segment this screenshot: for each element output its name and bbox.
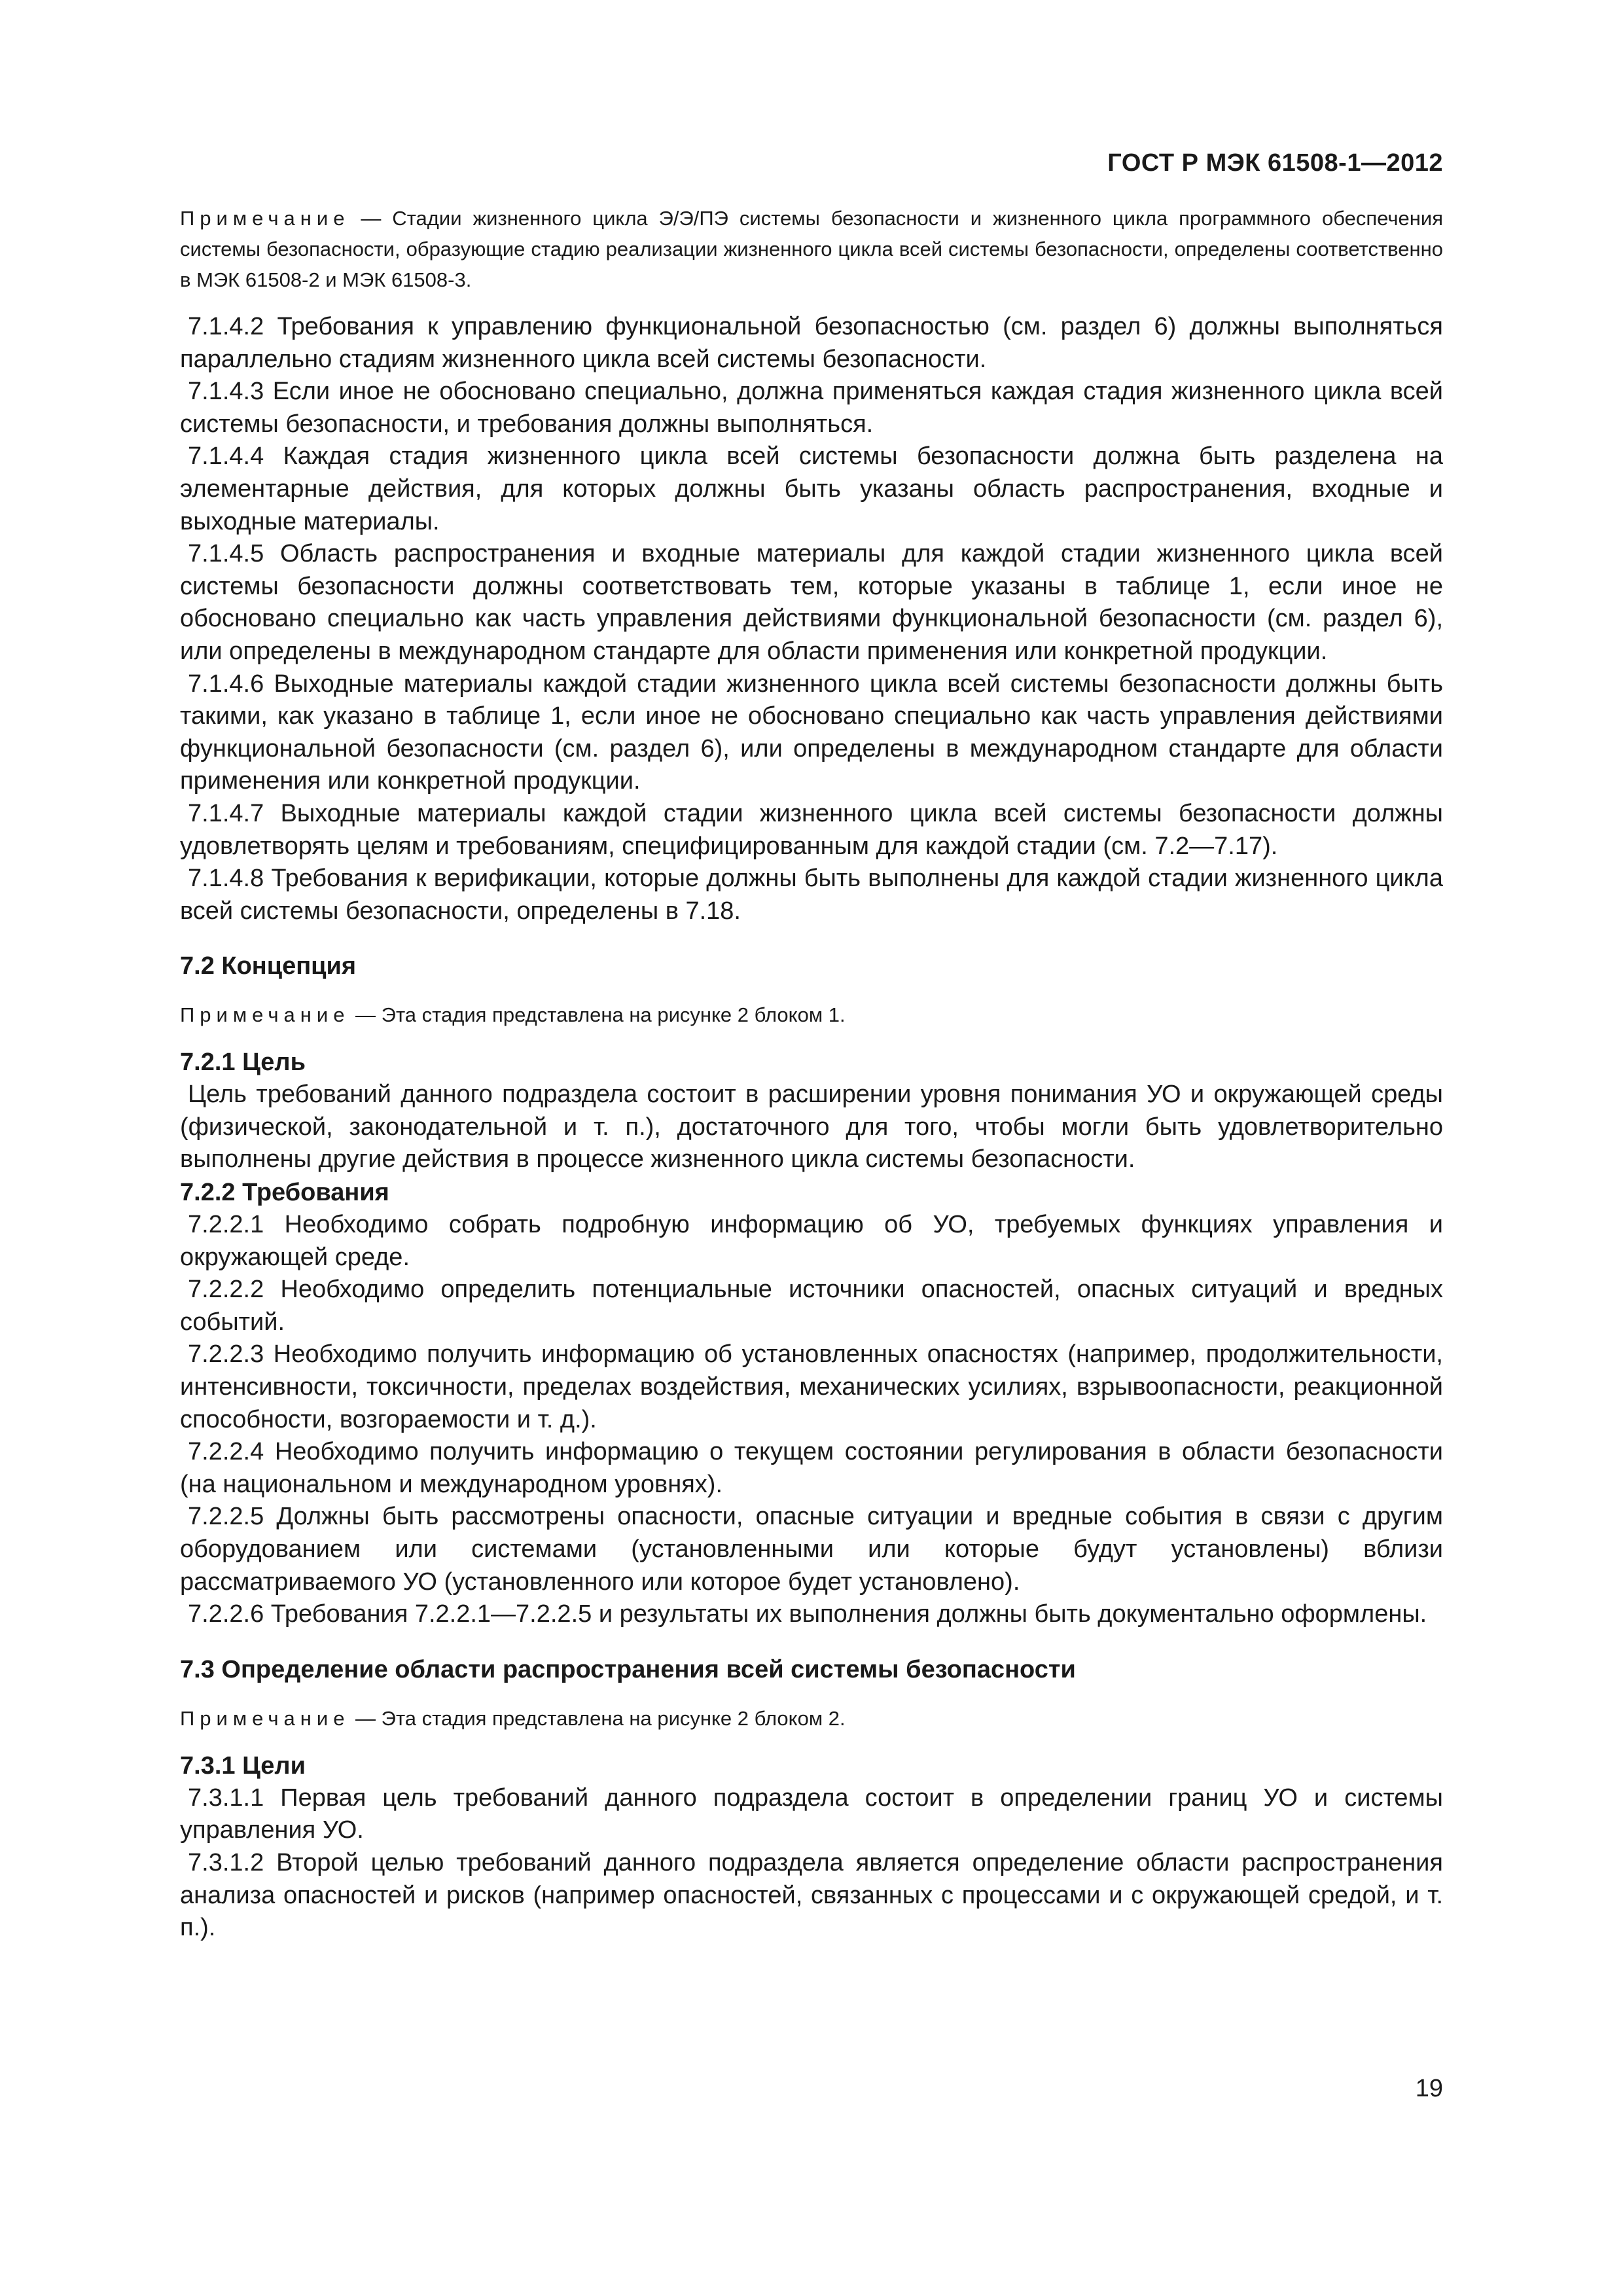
paragraph-number: 7.2.2.2 — [188, 1276, 264, 1304]
paragraph-number: 7.1.4.4 — [188, 442, 264, 471]
note-7-3 — [180, 1703, 1443, 1734]
paragraph-text: Первая цель требований данного подраздела состоит в определении границ УО и системы управления УО. — [180, 1784, 1443, 1844]
subsection-heading-7-2-1: 7.2.1 Цель — [180, 1049, 306, 1077]
clause-7-2-2-list — [180, 1209, 1443, 1631]
clause-7-1-4-list — [180, 311, 1443, 927]
note-label: Примечание — [180, 207, 350, 230]
note-label: Примечание — [180, 1706, 350, 1730]
paragraph-number: 7.1.4.8 — [188, 865, 264, 893]
paragraph-number: 7.1.4.2 — [188, 313, 264, 340]
numbered-paragraph — [180, 863, 1443, 927]
paragraph-text: Каждая стадия жизненного цикла всей системы безопасности должна быть разделена на элементарные действия, для которых должны быть указаны область распространения, входные и выходные материалы. — [180, 442, 1443, 535]
numbered-paragraph — [180, 1598, 1443, 1631]
paragraph-number: 7.3.1.1 — [188, 1784, 264, 1812]
paragraph-number: 7.2.2.5 — [188, 1503, 264, 1531]
paragraph-number: 7.2.2.3 — [188, 1340, 264, 1369]
subsection-heading-7-3-1: 7.3.1 Цели — [180, 1751, 306, 1780]
paragraph-number: 7.2.2.1 — [188, 1211, 264, 1239]
paragraph-text: Область распространения и входные материалы для каждой стадии жизненного цикла всей системы безопасности должны соответствовать тем, которые указаны в таблице 1, если иное не обосновано специально как часть управления действиями функциональной безопасности (см. раздел 6), или определены в международном стандарте для области применения или конкретной продукции. — [180, 540, 1443, 665]
numbered-paragraph — [180, 376, 1443, 440]
page-number: 19 — [1415, 2075, 1443, 2102]
numbered-paragraph — [180, 668, 1443, 798]
section-heading-7-3: 7.3 Определение области распространения всей системы безопасности — [180, 1655, 1076, 1683]
document-header: ГОСТ Р МЭК 61508-1—2012 — [1107, 149, 1443, 177]
subsection-heading-7-2-2: 7.2.2 Требования — [180, 1179, 389, 1207]
note-stages — [180, 203, 1443, 295]
note-text: — Эта стадия представлена на рисунке 2 блоком 1. — [349, 1003, 846, 1027]
paragraph-text: Требования 7.2.2.1—7.2.2.5 и результаты их выполнения должны быть документально оформлены. — [270, 1600, 1427, 1628]
paragraph-text: Требования к управлению функциональной безопасностью (см. раздел 6) должны выполняться параллельно стадиям жизненного цикла всей системы безопасности. — [180, 313, 1443, 373]
numbered-paragraph — [180, 1274, 1443, 1338]
paragraph-number: 7.2.2.6 — [188, 1600, 264, 1628]
paragraph-text: Должны быть рассмотрены опасности, опасные ситуации и вредные события в связи с другим оборудованием или системами (установленными или которые будут установлены) вблизи рассматриваемого УО (установленного или которое будет установлено). — [180, 1503, 1443, 1596]
numbered-paragraph — [180, 1209, 1443, 1274]
numbered-paragraph — [180, 1782, 1443, 1847]
paragraph-number: 7.1.4.5 — [188, 540, 264, 568]
paragraph-number: 7.1.4.3 — [188, 378, 264, 406]
paragraph-text: Требования к верификации, которые должны быть выполнены для каждой стадии жизненного цикла всей системы безопасности, определены в 7.18. — [180, 865, 1443, 925]
paragraph-text: Необходимо получить информацию об установленных опасностях (например, продолжительности, интенсивности, токсичности, пределах воздействия, механических усилиях, взрывоопасности, реакционной способности, возгораемости и т. д.). — [180, 1340, 1443, 1433]
numbered-paragraph — [180, 1847, 1443, 1945]
clause-7-3-1-list — [180, 1782, 1443, 1945]
note-text: — Эта стадия представлена на рисунке 2 блоком 2. — [349, 1706, 846, 1730]
paragraph-text: Если иное не обосновано специально, должна применяться каждая стадия жизненного цикла всей системы безопасности, и требования должны выполняться. — [180, 378, 1443, 438]
numbered-paragraph — [180, 1501, 1443, 1598]
numbered-paragraph — [180, 311, 1443, 376]
numbered-paragraph — [180, 440, 1443, 538]
note-label: Примечание — [180, 1003, 350, 1027]
note-7-2 — [180, 999, 1443, 1030]
paragraph-text: Необходимо получить информацию о текущем состоянии регулирования в области безопасности (на национальном и международном уровнях). — [180, 1438, 1443, 1498]
numbered-paragraph — [180, 538, 1443, 668]
subsection-text-7-2-1: Цель требований данного подраздела состоит в расширении уровня понимания УО и окружающей среды (физической, законодательной и т. п.), достаточного для того, чтобы могли быть удовлетворительно выполнены другие действия в процессе жизненного цикла системы безопасности. — [180, 1081, 1443, 1174]
paragraph-number: 7.3.1.2 — [188, 1848, 264, 1876]
paragraph-number: 7.2.2.4 — [188, 1438, 264, 1466]
numbered-paragraph — [180, 1338, 1443, 1436]
paragraph-text: Выходные материалы каждой стадии жизненного цикла всей системы безопасности должны быть такими, как указано в таблице 1, если иное не обосновано специально как часть управления действиями функциональной безопасности (см. раздел 6), или определены в международном стандарте для области применения или конкретной продукции. — [180, 670, 1444, 795]
paragraph-number: 7.1.4.7 — [188, 799, 264, 827]
page-body — [180, 203, 1443, 1945]
paragraph-text: Необходимо собрать подробную информацию об УО, требуемых функциях управления и окружающей среде. — [180, 1211, 1443, 1271]
section-heading-7-2: 7.2 Концепция — [180, 952, 357, 980]
paragraph-text: Второй целью требований данного подраздела является определение области распространения анализа опасностей и рисков (например опасностей, связанных с процессами и с окружающей средой, и т. п.). — [180, 1848, 1443, 1942]
note-text: — Стадии жизненного цикла Э/Э/ПЭ системы безопасности и жизненного цикла программного обеспечения системы безопасности, образующие стадию реализации жизненного цикла всей системы безопасности, определены соответственно в МЭК 61508-2 и МЭК 61508-3. — [180, 207, 1443, 291]
numbered-paragraph — [180, 1436, 1443, 1501]
numbered-paragraph — [180, 798, 1443, 863]
paragraph-number: 7.1.4.6 — [188, 670, 264, 698]
paragraph-text: Необходимо определить потенциальные источники опасностей, опасных ситуаций и вредных событий. — [180, 1276, 1443, 1336]
paragraph-text: Выходные материалы каждой стадии жизненного цикла всей системы безопасности должны удовлетворять целям и требованиям, специфицированным для каждой стадии (см. 7.2—7.17). — [180, 799, 1443, 860]
